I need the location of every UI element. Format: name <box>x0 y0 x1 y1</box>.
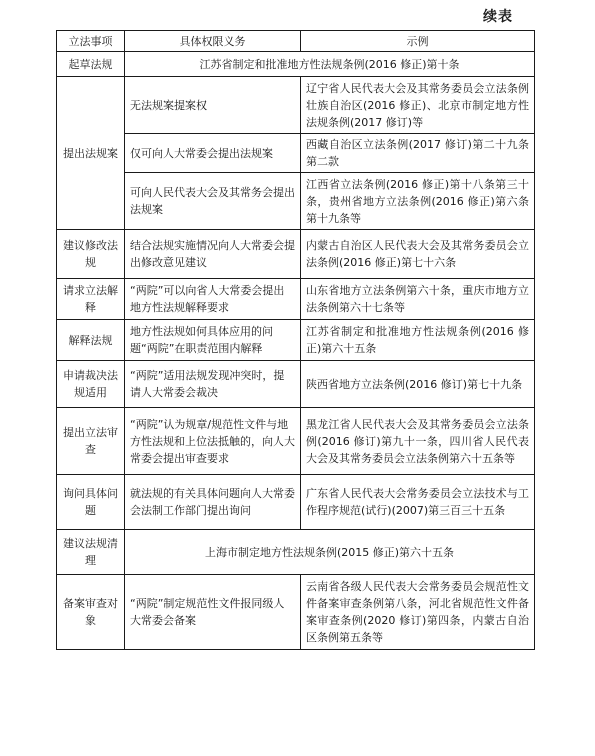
table-row <box>57 575 535 650</box>
legislation-table <box>56 30 535 650</box>
row-duty: 无法规案提案权 <box>125 77 301 134</box>
row-item: 建议法规清理 <box>57 530 125 575</box>
table-row <box>57 230 535 279</box>
table-row <box>57 530 535 575</box>
row-example: 西藏自治区立法条例(2017 修订)第二十九条第二款 <box>301 134 535 173</box>
row-example: 上海市制定地方性法规条例(2015 修正)第六十五条 <box>125 530 535 575</box>
table-row <box>57 320 535 361</box>
row-duty: 可向人民代表大会及其常务会提出法规案 <box>125 173 301 230</box>
row-duty: 结合法规实施情况向人大常委会提出修改意见建议 <box>125 230 301 279</box>
table-row <box>57 279 535 320</box>
row-item: 解释法规 <box>57 320 125 361</box>
header-example: 示例 <box>301 31 535 52</box>
row-item: 提出立法审查 <box>57 408 125 475</box>
row-example: 江苏省制定和批准地方性法规条例(2016 修正)第六十五条 <box>301 320 535 361</box>
row-example: 山东省地方立法条例第六十条，重庆市地方立法条例第六十七条等 <box>301 279 535 320</box>
row-duty: “两院”认为规章/规范性文件与地方性法规和上位法抵触的，向人大常委会提出审查要求 <box>125 408 301 475</box>
table-row <box>57 173 535 230</box>
row-item: 提出法规案 <box>57 77 125 230</box>
table-row <box>57 134 535 173</box>
header-duty: 具体权限义务 <box>125 31 301 52</box>
row-example: 江苏省制定和批准地方性法规条例(2016 修正)第十条 <box>125 52 535 77</box>
table-header-row <box>57 31 535 52</box>
row-item: 起草法规 <box>57 52 125 77</box>
table-row <box>57 475 535 530</box>
row-duty: 仅可向人大常委会提出法规案 <box>125 134 301 173</box>
row-example: 辽宁省人民代表大会及其常务委员会立法条例壮族自治区(2016 修正)、北京市制定地方性法规条例(2017 修订)等 <box>301 77 535 134</box>
row-example: 广东省人民代表大会常务委员会立法技术与工作程序规范(试行)(2007)第三百三十五条 <box>301 475 535 530</box>
row-item: 请求立法解释 <box>57 279 125 320</box>
table-row <box>57 408 535 475</box>
row-example: 内蒙古自治区人民代表大会及其常务委员会立法条例(2016 修正)第七十六条 <box>301 230 535 279</box>
table-row <box>57 52 535 77</box>
continued-label: 续表 <box>483 9 513 25</box>
row-duty: “两院”制定规范性文件报同级人大常委会备案 <box>125 575 301 650</box>
row-example: 江西省立法条例(2016 修正)第十八条第三十条，贵州省地方立法条例(2016 修正)第六条第十九条等 <box>301 173 535 230</box>
table-row <box>57 77 535 134</box>
row-item: 备案审查对象 <box>57 575 125 650</box>
table-row <box>57 361 535 408</box>
row-example: 云南省各级人民代表大会常务委员会规范性文件备案审查条例第八条，河北省规范性文件备案审查条例(2020 修订)第四条，内蒙古自治区条例第五条等 <box>301 575 535 650</box>
row-duty: 就法规的有关具体问题向人大常委会法制工作部门提出询问 <box>125 475 301 530</box>
row-item: 建议修改法规 <box>57 230 125 279</box>
row-item: 询问具体问题 <box>57 475 125 530</box>
row-example: 黑龙江省人民代表大会及其常务委员会立法条例(2016 修订)第九十一条，四川省人民代表大会及其常务委员会立法条例第六十五条等 <box>301 408 535 475</box>
row-duty: 地方性法规如何具体应用的问题“两院”在职责范围内解释 <box>125 320 301 361</box>
row-example: 陕西省地方立法条例(2016 修订)第七十九条 <box>301 361 535 408</box>
header-item: 立法事项 <box>57 31 125 52</box>
row-duty: “两院”适用法规发现冲突时，提请人大常委会裁决 <box>125 361 301 408</box>
row-duty: “两院”可以向省人大常委会提出地方性法规解释要求 <box>125 279 301 320</box>
row-item: 申请裁决法规适用 <box>57 361 125 408</box>
